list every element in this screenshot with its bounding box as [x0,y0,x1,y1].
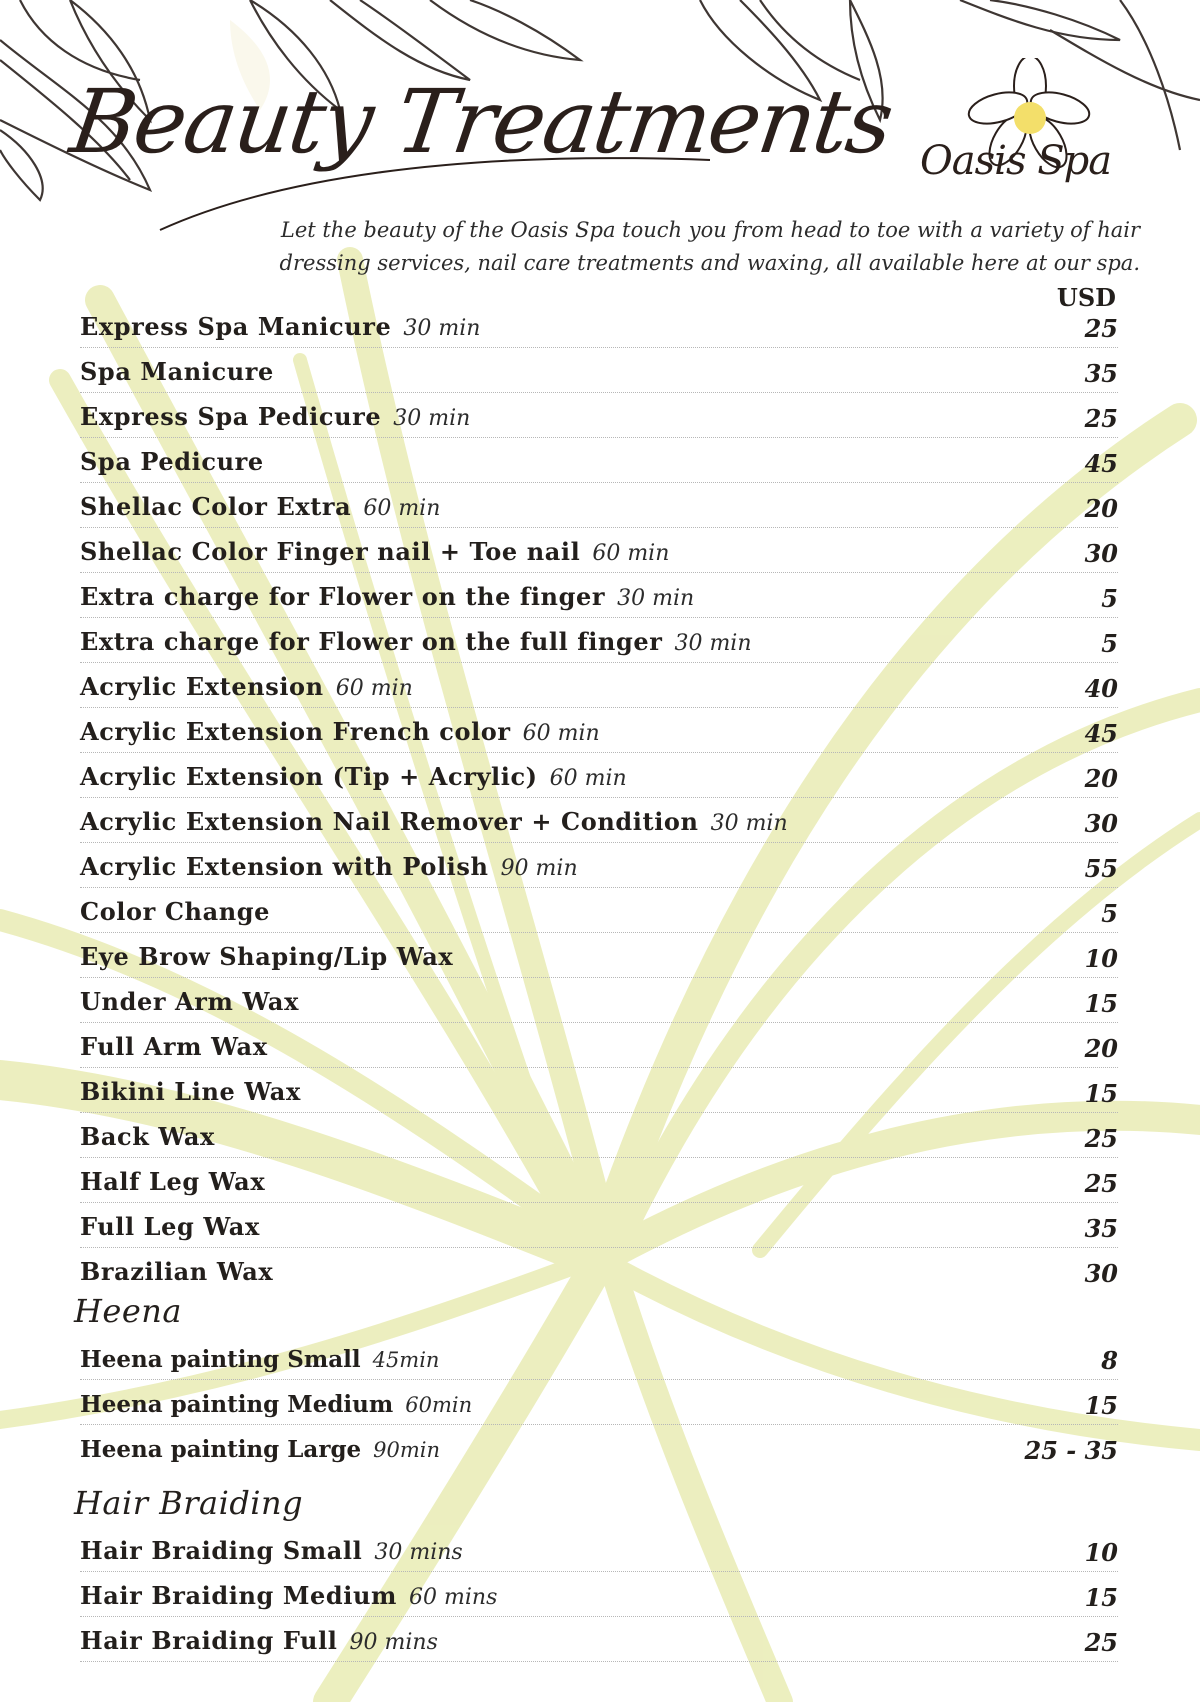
item-name: Acrylic Extension (Tip + Acrylic) [80,762,538,791]
list-item [80,842,1118,888]
list-item [80,1526,1118,1572]
item-name: Heena painting Large [80,1436,362,1463]
item-duration: 60 min [363,496,441,521]
intro-line: dressing services, nail care treatments and waxing, all available here at our spa. [279,251,1140,275]
item-price: 20 [1084,1034,1118,1063]
item-price: 10 [1084,944,1118,973]
item-name: Heena painting Small [80,1346,361,1373]
item-price: 25 [1084,314,1118,343]
list-item [80,1571,1118,1617]
list-item [80,437,1118,483]
list-item [80,392,1118,438]
list-item [80,1334,1118,1380]
item-name: Hair Braiding Full [80,1626,338,1655]
item-name: Extra charge for Flower on the finger [80,582,606,611]
section-heading-hair-braiding: Hair Braiding [74,1484,304,1522]
item-duration: 30 min [617,586,695,611]
item-name: Bikini Line Wax [80,1077,301,1106]
item-price: 15 [1084,1583,1118,1612]
item-name: Full Arm Wax [80,1032,268,1061]
item-price: 15 [1084,989,1118,1018]
item-duration: 60 min [592,541,670,566]
item-duration: 30 mins [374,1540,463,1565]
list-item [80,932,1118,978]
item-duration: 30 min [674,631,752,656]
page-title: Beauty Treatments [64,70,898,173]
item-name: Brazilian Wax [80,1257,274,1286]
currency-label: USD [1056,283,1116,312]
item-price: 10 [1084,1538,1118,1567]
item-price: 25 [1084,1628,1118,1657]
item-name: Spa Manicure [80,357,274,386]
item-name: Acrylic Extension [80,672,324,701]
item-name: Acrylic Extension with Polish [80,852,489,881]
item-duration: 60min [405,1393,473,1417]
item-price: 25 [1084,1169,1118,1198]
list-item [80,797,1118,843]
item-name: Express Spa Pedicure [80,402,382,431]
list-item [80,707,1118,753]
list-item [80,482,1118,528]
item-duration: 60 min [522,721,600,746]
item-price: 25 [1084,404,1118,433]
list-item [80,1616,1118,1662]
list-item [80,527,1118,573]
item-duration: 45min [372,1348,440,1372]
item-name: Express Spa Manicure [80,312,392,341]
item-name: Under Arm Wax [80,987,299,1016]
list-item [80,1157,1118,1203]
item-duration: 60 min [549,766,627,791]
item-name: Color Change [80,897,271,926]
item-price: 45 [1084,449,1118,478]
item-duration: 60 min [335,676,413,701]
list-item [80,347,1118,393]
item-price: 40 [1084,674,1118,703]
list-item [80,1022,1118,1068]
item-name: Hair Braiding Medium [80,1581,398,1610]
item-duration: 30 min [403,316,481,341]
frangipani-flower-icon [910,58,1140,208]
list-item [80,1424,1118,1469]
list-item [80,977,1118,1023]
item-name: Full Leg Wax [80,1212,260,1241]
section-heading-heena: Heena [74,1292,182,1330]
item-price: 35 [1084,1214,1118,1243]
item-name: Spa Pedicure [80,447,264,476]
list-item [80,617,1118,663]
list-item [80,1112,1118,1158]
item-duration: 30 min [393,406,471,431]
list-item [80,1067,1118,1113]
item-duration: 90min [373,1438,441,1462]
item-price: 25 - 35 [1024,1436,1118,1465]
item-price: 45 [1084,719,1118,748]
list-item [80,302,1118,348]
item-price: 5 [1101,584,1118,613]
logo-text: Oasis Spa [920,138,1112,184]
item-duration: 60 mins [409,1585,498,1610]
item-price: 30 [1084,539,1118,568]
item-price: 25 [1084,1124,1118,1153]
item-name: Shellac Color Extra [80,492,352,521]
item-price: 20 [1084,494,1118,523]
list-item [80,572,1118,618]
list-item [80,1202,1118,1248]
item-name: Extra charge for Flower on the full finger [80,627,663,656]
list-item [80,752,1118,798]
item-name: Hair Braiding Small [80,1536,363,1565]
item-price: 35 [1084,359,1118,388]
item-name: Shellac Color Finger nail + Toe nail [80,537,581,566]
item-name: Acrylic Extension Nail Remover + Condition [80,807,699,836]
list-item [80,662,1118,708]
item-name: Acrylic Extension French color [80,717,511,746]
list-item [80,1379,1118,1425]
item-price: 8 [1101,1346,1118,1375]
item-price: 20 [1084,764,1118,793]
item-price: 55 [1084,854,1118,883]
item-price: 30 [1084,1259,1118,1288]
item-price: 5 [1101,629,1118,658]
list-item [80,887,1118,933]
list-item [80,1247,1118,1292]
item-duration: 30 min [710,811,788,836]
item-duration: 90 min [500,856,578,881]
item-price: 5 [1101,899,1118,928]
item-price: 15 [1084,1391,1118,1420]
item-duration: 90 mins [349,1630,438,1655]
item-price: 15 [1084,1079,1118,1108]
intro-line: Let the beauty of the Oasis Spa touch you from head to toe with a variety of hair [280,218,1140,242]
item-name: Half Leg Wax [80,1167,266,1196]
intro-paragraph [220,214,1140,280]
item-name: Back Wax [80,1122,215,1151]
item-price: 30 [1084,809,1118,838]
item-name: Heena painting Medium [80,1391,394,1418]
item-name: Eye Brow Shaping/Lip Wax [80,942,454,971]
